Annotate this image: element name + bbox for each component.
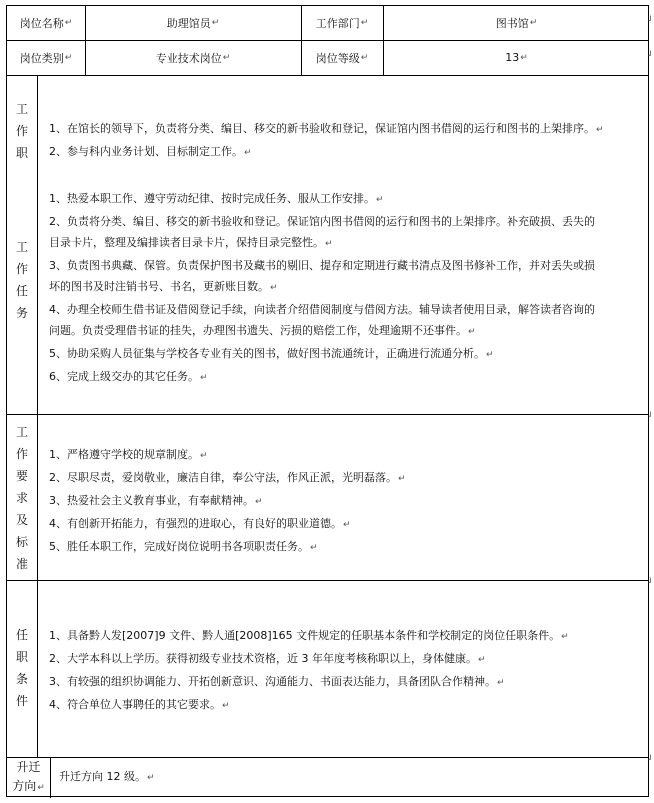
row-divider [7, 414, 648, 415]
task-item: 5、协助采购人员征集与学校各专业有关的图书，做好图书流通统计，正确进行流通分析。↵ [49, 347, 494, 360]
value-position-category: 专业技术岗位 ↵ [155, 51, 231, 65]
label-task: 工 作 任 务 [15, 240, 28, 320]
row-end-mark: ┘ [648, 755, 653, 764]
row-divider [7, 75, 648, 76]
promotion-text: 升迁方向 12 级。↵ [59, 770, 155, 783]
duty-text [49, 118, 649, 164]
task-item: 1、热爱本职工作、遵守劳动纪律、按时完成任务、服从工作安排。↵ [49, 192, 384, 205]
qualification-item: 4、符合单位人事聘任的其它要求。↵ [49, 698, 230, 711]
label-duty: 工 作 职 [15, 102, 28, 160]
task-item: 目录卡片，整理及编排读者目录卡片，保持目录完整性。↵ [49, 236, 333, 249]
row-end-mark: ┘ [648, 51, 653, 60]
value-department: 图书馆 ↵ [495, 17, 538, 30]
qualification-item: 2、大学本科以上学历。获得初级专业技术资格，近 3 年年度考核称职以上，身体健康。↵ [49, 652, 486, 665]
row-end-mark: ┘ [648, 16, 653, 25]
qualification-text [49, 625, 649, 717]
job-description-table [6, 5, 649, 797]
requirement-item: 4、有创新开拓能力，有强烈的进取心，有良好的职业道德。↵ [49, 517, 351, 530]
task-item: 2、负责将分类、编目、移交的新书验收和登记。保证馆内图书借阅的运行和图书的上架排序。补充破损、丢失的 [49, 215, 595, 228]
requirement-text [49, 444, 649, 559]
label-promotion: 升迁 方向↵ [12, 760, 45, 793]
label-department: 工作部门 ↵ [315, 17, 369, 30]
task-item: 问题。负责受理借书证的挂失，办理图书遗失、污损的赔偿工作，处理逾期不还事件。↵ [49, 324, 476, 337]
row-divider [7, 580, 648, 581]
task-item: 6、完成上级交办的其它任务。↵ [49, 370, 208, 383]
value-position-level: 13 ↵ [505, 51, 528, 64]
label-requirement: 工 作 要 求 及 标 准 [15, 425, 28, 571]
qualification-item: 3、有较强的组织协调能力、开拓创新意识、沟通能力、书面表达能力，具备团队合作精神。↵ [49, 675, 505, 688]
row-end-mark: ┘ [648, 412, 653, 421]
task-item: 坏的图书及时注销书号、书名，更新账目数。↵ [49, 280, 278, 293]
row-divider [7, 757, 648, 758]
duty-item: 1、在馆长的领导下，负责将分类、编目、移交的新书验收和登记，保证馆内图书借阅的运行和图书的上架排序。↵ [49, 122, 604, 135]
task-text [49, 188, 649, 389]
qualification-item: 1、具备黔人发[2007]9 文件、黔人通[2008]165 文件规定的任职基本条件和学校制定的岗位任职条件。↵ [49, 629, 569, 642]
label-qualification: 任 职 条 件 [15, 628, 28, 708]
requirement-item: 3、热爱社会主义教育事业，有奉献精神。↵ [49, 494, 263, 507]
duty-item: 2、参与科内业务计划、目标制定工作。↵ [49, 145, 252, 158]
row-end-mark: ┘ [648, 578, 653, 587]
task-item: 3、负责图书典藏、保管。负责保护图书及藏书的剔旧、提存和定期进行藏书清点及图书修补工作，并对丢失或损 [49, 259, 595, 272]
task-item: 4、办理全校师生借书证及借阅登记手续，向读者介绍借阅制度与借阅方法。辅导读者使用目录，解答读者咨询的 [49, 303, 595, 316]
requirement-item: 1、严格遵守学校的规章制度。↵ [49, 448, 208, 461]
label-position-name: 岗位名称 ↵ [19, 17, 73, 30]
label-position-category: 岗位类别 ↵ [19, 51, 73, 65]
col-divider [37, 75, 38, 757]
requirement-item: 5、胜任本职工作，完成好岗位说明书各项职责任务。↵ [49, 540, 318, 553]
requirement-item: 2、尽职尽责，爱岗敬业，廉洁自律，奉公守法，作风正派，光明磊落。↵ [49, 471, 406, 484]
label-position-level: 岗位等级 ↵ [315, 51, 369, 65]
value-position-name: 助理馆员 ↵ [166, 17, 220, 30]
col-divider [50, 757, 51, 798]
